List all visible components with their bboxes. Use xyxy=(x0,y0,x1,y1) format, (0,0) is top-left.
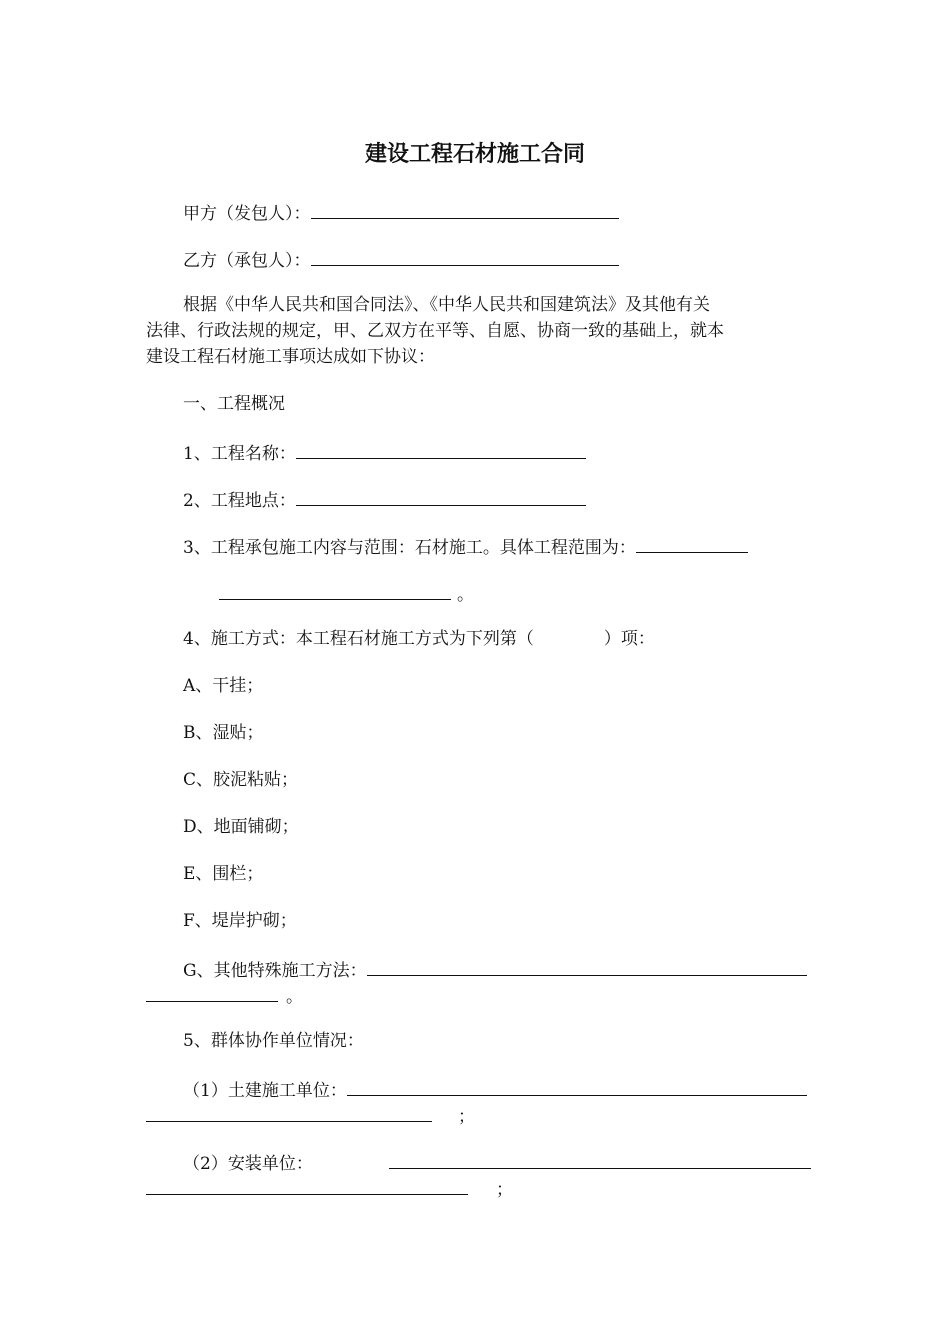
method-g-end: 。 xyxy=(286,987,303,1007)
civil-unit-blank-1[interactable] xyxy=(347,1077,807,1096)
preamble-line-2: 法律、行政法规的规定，甲、乙双方在平等、自愿、协商一致的基础上，就本 xyxy=(146,321,724,341)
preamble-line-1: 根据《中华人民共和国合同法》、《中华人民共和国建筑法》及其他有关 xyxy=(183,295,710,315)
method-line xyxy=(183,628,655,650)
method-d: D、地面铺砌； xyxy=(183,817,299,837)
install-unit-end: ； xyxy=(496,1180,513,1200)
project-name-label: 1、工程名称： xyxy=(183,444,296,464)
civil-unit-blank-2[interactable] xyxy=(146,1103,432,1122)
party-b-label: 乙方（承包人）： xyxy=(183,251,311,271)
section-1-heading: 一、工程概况 xyxy=(183,394,285,414)
method-label-post: ）项： xyxy=(603,629,655,649)
civil-unit-end: ； xyxy=(458,1107,475,1127)
civil-unit-line xyxy=(183,1077,807,1102)
civil-unit-line-2 xyxy=(146,1103,475,1128)
project-location-label: 2、工程地点： xyxy=(183,491,296,511)
project-name-blank[interactable] xyxy=(296,440,586,459)
method-g-blank-2[interactable] xyxy=(146,983,278,1002)
install-unit-line-2 xyxy=(146,1176,513,1201)
method-g-label: G、其他特殊施工方法： xyxy=(183,961,367,981)
party-a-blank[interactable] xyxy=(311,200,619,219)
section-5-heading: 5、群体协作单位情况： xyxy=(183,1031,364,1051)
party-a-label: 甲方（发包人）： xyxy=(183,204,311,224)
project-name-line xyxy=(183,440,586,465)
method-b: B、湿贴； xyxy=(183,723,264,743)
method-a: A、干挂； xyxy=(183,676,264,696)
project-location-line xyxy=(183,487,586,512)
document-title: 建设工程石材施工合同 xyxy=(364,141,585,167)
method-f: F、堤岸护砌； xyxy=(183,911,297,931)
method-g-line xyxy=(183,957,807,982)
scope-label: 3、工程承包施工内容与范围：石材施工。具体工程范围为： xyxy=(183,538,636,558)
scope-end: 。 xyxy=(457,585,474,605)
civil-unit-label: （1）土建施工单位： xyxy=(183,1081,347,1101)
project-location-blank[interactable] xyxy=(296,487,586,506)
method-g-line-2 xyxy=(146,983,303,1008)
method-e: E、围栏； xyxy=(183,864,264,884)
preamble-line-3: 建设工程石材施工事项达成如下协议： xyxy=(146,347,435,367)
method-g-blank-1[interactable] xyxy=(367,957,807,976)
party-b-blank[interactable] xyxy=(311,247,619,266)
method-c: C、胶泥粘贴； xyxy=(183,770,299,790)
install-unit-label: （2）安装单位： xyxy=(183,1154,313,1174)
install-unit-blank-1[interactable] xyxy=(389,1150,811,1169)
method-label-pre: 4、施工方式：本工程石材施工方式为下列第（ xyxy=(183,629,534,649)
scope-blank-1[interactable] xyxy=(636,534,748,553)
install-unit-line xyxy=(183,1150,811,1175)
scope-blank-2[interactable] xyxy=(219,581,451,600)
scope-line-2 xyxy=(219,581,474,606)
party-b-line xyxy=(183,247,619,272)
party-a-line xyxy=(183,200,619,225)
scope-line xyxy=(183,534,748,559)
install-unit-blank-2[interactable] xyxy=(146,1176,468,1195)
